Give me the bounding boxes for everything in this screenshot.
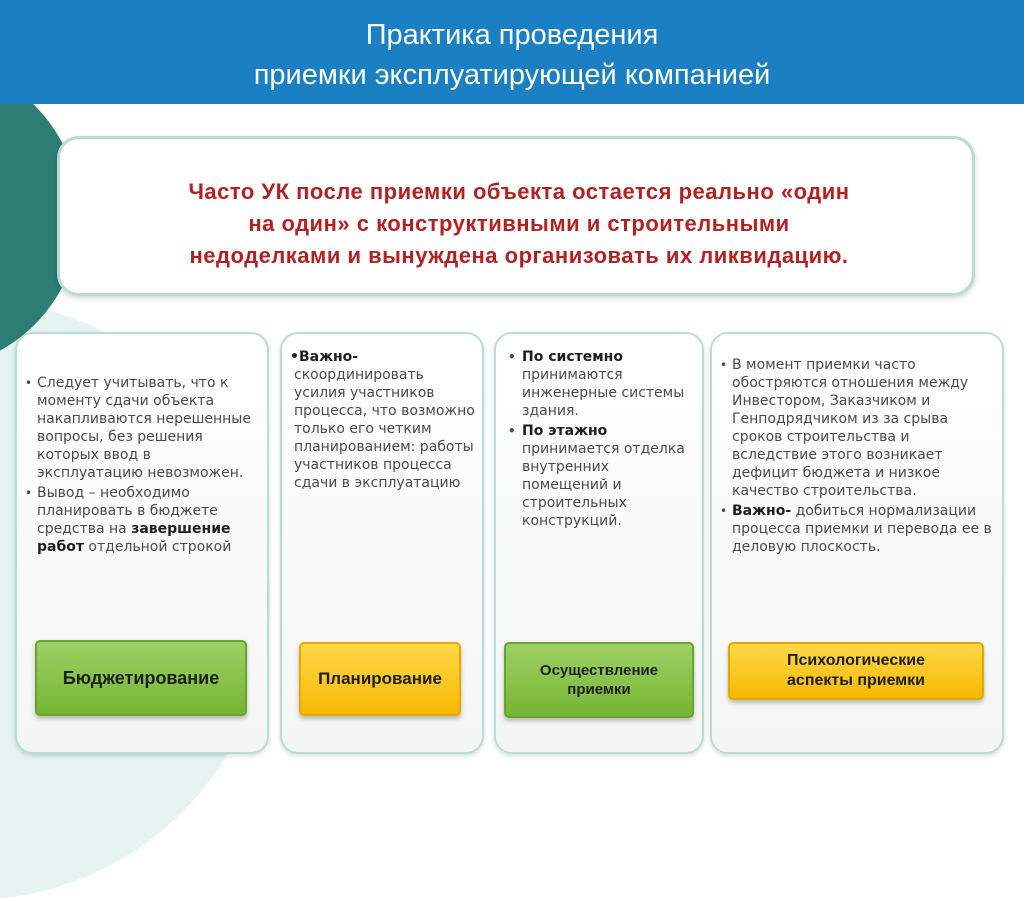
list-item (508, 348, 696, 420)
bullet-icon: • (720, 504, 728, 518)
card-psychology (710, 332, 1004, 754)
key-statement-line-2: на один» с конструктивными и строительными (248, 211, 790, 236)
list-item-emphasis: По этажно (522, 423, 608, 439)
list-item (25, 484, 261, 556)
planning-label-text: Планирование (318, 669, 442, 688)
bullet-icon: • (290, 349, 299, 365)
bullet-icon: • (508, 424, 516, 438)
card-psychology-body (720, 356, 996, 558)
list-item-text: Вывод – необходимо планировать в бюджете средства на (37, 485, 218, 537)
key-statement-callout (57, 136, 975, 296)
bullet-icon: • (25, 376, 33, 390)
key-statement-text (84, 176, 954, 272)
card-budgeting-body (25, 374, 261, 558)
list-item (720, 502, 996, 556)
bullet-icon: • (508, 350, 516, 364)
list-item-emphasis: завершение работ (37, 521, 231, 555)
slide-header (0, 0, 1024, 104)
list-item-text: скоординировать усилия участников процесса, что возможно только его четким планированием: работы участников процесса сдачи в эксплуатацию (294, 367, 475, 491)
card-budgeting (15, 332, 269, 754)
list-item-text: Следует учитывать, что к моменту сдачи объекта накапливаются нерешенные вопросы, без решения которых ввод в эксплуатацию невозможен. (37, 375, 251, 481)
list-item (290, 348, 476, 492)
list-item-emphasis: Важно- (732, 503, 792, 519)
card-acceptance-body (508, 348, 696, 532)
list-item-text: добиться нормализации процесса приемки и перевода ее в деловую плоскость. (732, 503, 992, 555)
list-item-text: принимаются инженерные системы здания. (522, 367, 685, 419)
list-item-text-end: отдельной строкой (83, 539, 232, 555)
psychology-label-text: Психологические аспекты приемки (787, 652, 925, 689)
acceptance-label (504, 642, 694, 718)
bullet-icon: • (25, 486, 33, 500)
list-item-text: В момент приемки часто обостряются отношения между Инвестором, Заказчиком и Генподрядчиком из за срыва сроков строительства и вследствие этого возникает дефицит бюджета и низкое качество строительства. (732, 357, 969, 499)
acceptance-label-text: Осуществление приемки (539, 662, 659, 698)
list-item (25, 374, 261, 482)
psychology-label (728, 642, 984, 700)
slide-title-line-1: Практика проведения (365, 19, 659, 51)
list-item-emphasis: По системно (522, 349, 623, 365)
card-planning-body (290, 348, 476, 494)
list-item (720, 356, 996, 500)
key-statement-line-3: недоделками и вынуждена организовать их ликвидацию. (189, 243, 849, 268)
budgeting-label-text: Бюджетирование (62, 667, 220, 688)
bullet-icon: • (720, 358, 728, 372)
list-item-text: принимается отделка внутренних помещений и строительных конструкций. (522, 441, 685, 529)
list-item (508, 422, 696, 530)
budgeting-label (35, 640, 247, 716)
key-statement-line-1: Часто УК после приемки объекта остается реально «один (188, 179, 850, 204)
card-acceptance (494, 332, 704, 754)
planning-label (299, 642, 461, 716)
card-planning (280, 332, 484, 754)
list-item-emphasis: Важно- (298, 349, 359, 365)
slide-title-line-2: приемки эксплуатирующей компанией (253, 59, 771, 91)
